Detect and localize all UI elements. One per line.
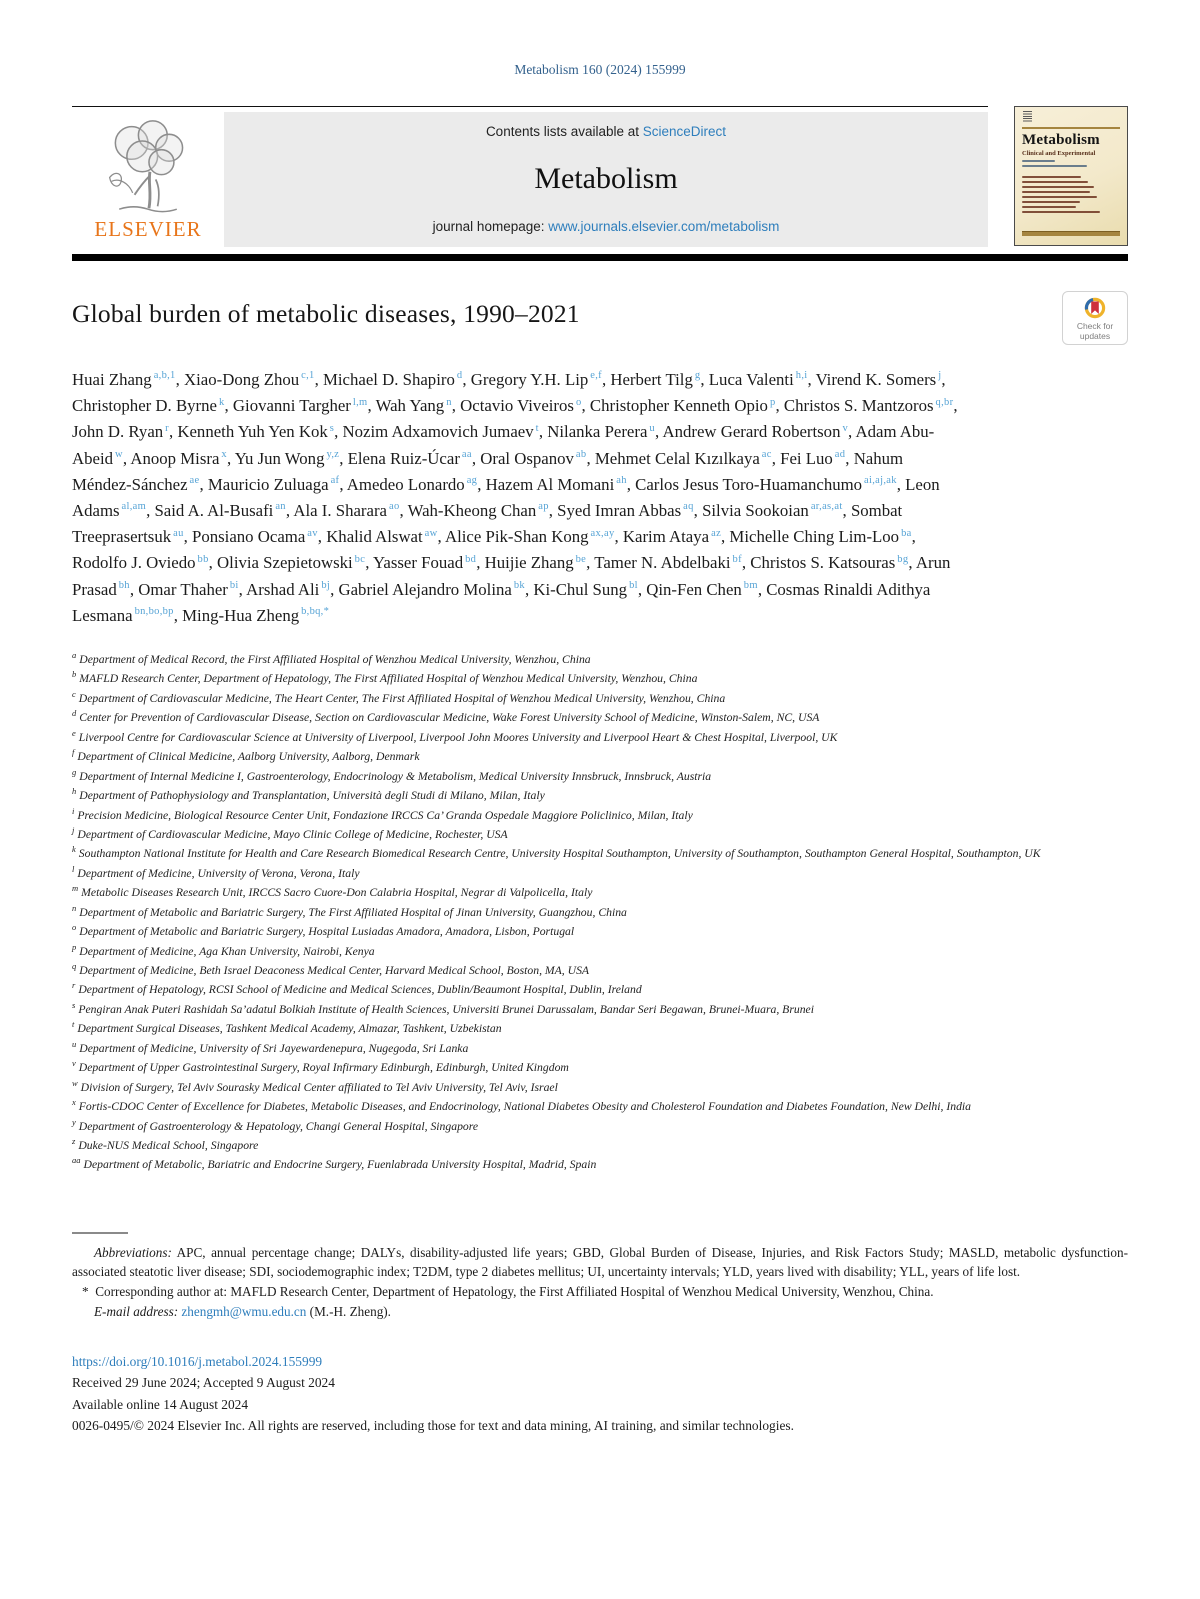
journal-name: Metabolism	[534, 162, 678, 195]
affiliation	[72, 805, 1128, 824]
journal-header	[72, 106, 1128, 247]
author	[376, 396, 461, 415]
author-affiliation-ref: r	[165, 422, 169, 434]
author-affiliation-ref: d	[456, 370, 463, 382]
author-name: Christos S. Mantzoros	[783, 396, 934, 416]
affiliation-text: Department of Medicine, University of Verona, Verona, Italy	[77, 866, 360, 880]
author-affiliation-ref: bd	[465, 553, 477, 565]
author-affiliation-ref: j	[938, 370, 942, 382]
author-affiliation-ref: u	[649, 422, 655, 434]
author	[729, 527, 915, 546]
author	[72, 422, 177, 441]
affiliation-text: Pengiran Anak Puteri Rashidah Sa’adatul Bolkiah Institute of Health Sciences, Universiti Brunei Darussalam, Bandar Seri Begawan, Brunei-Muara, Brunei	[78, 1002, 814, 1016]
affiliation	[72, 921, 1128, 940]
author-name: Adam Abu-Abeid	[72, 422, 935, 468]
affiliation-marker: s	[72, 999, 76, 1010]
author-name: Luca Valenti	[708, 370, 794, 389]
crossmark-icon	[1083, 296, 1107, 320]
affiliation	[72, 649, 1128, 668]
affiliation-text: Duke-NUS Medical School, Singapore	[78, 1138, 259, 1152]
affiliation	[72, 902, 1128, 921]
author-list	[72, 367, 960, 629]
author	[182, 606, 329, 625]
author-name: Kenneth Yuh Yen Kok	[177, 422, 328, 442]
affiliation	[72, 785, 1128, 804]
author	[750, 553, 916, 572]
author-name: Christopher D. Byrne	[72, 396, 217, 416]
cover-editor-line	[1022, 165, 1087, 168]
email-link[interactable]: zhengmh@wmu.edu.cn	[181, 1304, 307, 1320]
author-name: Virend K. Somers	[815, 370, 937, 389]
affiliation-marker: aa	[72, 1155, 81, 1166]
affiliation-text: Department of Medicine, University of Sri Jayewardenepura, Nugegoda, Sri Lanka	[79, 1041, 469, 1055]
affiliation-marker: j	[72, 824, 75, 835]
author-affiliation-ref: ar,as,at	[810, 501, 843, 513]
available-online: Available online 14 August 2024	[72, 1396, 249, 1412]
author-affiliation-ref: c,1	[301, 370, 315, 382]
author-affiliation-ref: k	[218, 396, 225, 408]
author	[590, 396, 784, 415]
copyright-line: 0026-0495/© 2024 Elsevier Inc. All rights are reserved, including those for text and data mining, AI training, and similar technologies.	[72, 1417, 794, 1433]
author-name: Omar Thaher	[138, 579, 228, 599]
affiliation-text: Department of Hepatology, RCSI School of Medicine and Medical Sciences, Dublin/Beaumont Hospital, Dublin, Ireland	[78, 983, 642, 997]
affiliation-marker: d	[72, 708, 77, 719]
affiliation-marker: e	[72, 727, 76, 738]
footnote-rule	[72, 1232, 128, 1234]
corresponding-author-note	[72, 1282, 1128, 1301]
author-name: Qin-Fen Chen	[646, 579, 742, 599]
journal-cover-thumbnail	[1014, 106, 1128, 246]
author-name: Ala I. Sharara	[293, 501, 387, 521]
affiliation-text: Department of Metabolic, Bariatric and Endocrine Surgery, Fuenlabrada University Hospital, Madrid, Spain	[83, 1158, 597, 1172]
affiliation-text: Department of Cardiovascular Medicine, The Heart Center, The First Affiliated Hospital of Wenzhou Medical University, Wenzhou, China	[78, 691, 726, 705]
author-affiliation-ref: aq	[683, 501, 694, 513]
affiliation	[72, 843, 1128, 862]
author-name: John D. Ryan	[72, 422, 164, 442]
author	[480, 449, 595, 468]
author	[486, 475, 636, 494]
author-name: Wah-Kheong Chan	[407, 501, 537, 521]
cover-divider	[1022, 127, 1120, 129]
cover-title: Metabolism	[1022, 132, 1100, 148]
author	[445, 527, 623, 546]
elsevier-tree-icon	[100, 114, 196, 218]
author-name: Anoop Misra	[130, 448, 220, 468]
affiliation	[72, 1077, 1128, 1096]
author-name: Rodolfo J. Oviedo	[72, 553, 196, 573]
email-note	[72, 1302, 1128, 1321]
author-name: Christopher Kenneth Opio	[589, 396, 768, 416]
author	[595, 449, 780, 468]
author-affiliation-ref: ax,ay	[590, 527, 615, 539]
author	[816, 370, 946, 389]
author-affiliation-ref: n	[446, 396, 452, 408]
author-affiliation-ref: bc	[354, 553, 366, 565]
affiliation-marker: i	[72, 805, 75, 816]
author-name: Wah Yang	[375, 396, 445, 416]
author-name: Alice Pik-Shan Kong	[444, 527, 589, 547]
affiliation-marker: h	[72, 786, 77, 797]
footnote-block	[72, 1232, 1128, 1322]
author-affiliation-ref: w	[115, 449, 123, 461]
author	[485, 553, 595, 572]
article-title: Global burden of metabolic diseases, 1990–2021	[72, 299, 580, 328]
affiliation	[72, 960, 1128, 979]
author-affiliation-ref: av	[307, 527, 318, 539]
affiliation	[72, 824, 1128, 843]
affiliation-marker: x	[72, 1097, 76, 1108]
email-label: E-mail address:	[94, 1304, 179, 1320]
affiliation-marker: u	[72, 1038, 77, 1049]
affiliation-marker: v	[72, 1058, 76, 1069]
author-affiliation-ref: p	[769, 396, 776, 408]
affiliation-text: Department of Internal Medicine I, Gastroenterology, Endocrinology & Metabolism, Medical University Innsbruck, Innsbruck, Austria	[79, 769, 712, 783]
author	[235, 449, 348, 468]
author-affiliation-ref: ba	[901, 527, 912, 539]
author	[460, 396, 590, 415]
affiliation	[72, 1038, 1128, 1057]
author-affiliation-ref: bf	[732, 553, 742, 565]
corresponding-marker: *	[82, 1284, 89, 1300]
author-name: Cosmas Rinaldi Adithya Lesmana	[72, 579, 931, 625]
author-name: Khalid Alswat	[326, 527, 423, 547]
abbreviations-note	[72, 1243, 1128, 1281]
author-affiliation-ref: af	[330, 475, 340, 487]
author-name: Mauricio Zuluaga	[207, 474, 329, 494]
affiliation-text: Department of Medicine, Aga Khan University, Nairobi, Kenya	[79, 944, 375, 958]
affiliation	[72, 882, 1128, 901]
affiliation	[72, 1135, 1128, 1154]
affiliation	[72, 1154, 1128, 1173]
author	[208, 475, 347, 494]
author-name: Andrew Gerard Robertson	[662, 422, 841, 442]
affiliation-list	[72, 649, 1128, 1174]
affiliation	[72, 1096, 1128, 1115]
received-dates: Received 29 June 2024; Accepted 9 August 2024	[72, 1375, 335, 1391]
author-affiliation-ref: bn,bo,bp	[134, 606, 174, 618]
author-name: Arshad Ali	[246, 579, 320, 599]
author	[177, 422, 342, 441]
author-name: Xiao-Dong Zhou	[184, 370, 300, 389]
author-name: Octavio Viveiros	[460, 396, 574, 416]
affiliation-text: Southampton National Institute for Health and Care Research Biomedical Research Centre, University Hospital Southampton, University of Southampton, Southampton General Hospital, Southampton, UK	[78, 847, 1041, 861]
author	[323, 370, 471, 389]
affiliation-marker: l	[72, 863, 75, 874]
author	[138, 580, 246, 599]
article-footer	[72, 1351, 1128, 1435]
author	[373, 553, 485, 572]
affiliation-text: Department of Metabolic and Bariatric Surgery, Hospital Lusiadas Amadora, Amadora, Lisbon, Portugal	[79, 925, 575, 939]
author	[533, 580, 646, 599]
author	[72, 370, 184, 389]
affiliation-marker: p	[72, 941, 77, 952]
author-affiliation-ref: ac	[761, 449, 772, 461]
check-for-updates-badge[interactable]	[1062, 291, 1128, 345]
affiliation	[72, 1018, 1128, 1037]
affiliation	[72, 979, 1128, 998]
affiliation-marker: b	[72, 669, 77, 680]
affiliation-marker: m	[72, 883, 79, 894]
author-affiliation-ref: bk	[513, 580, 525, 592]
doi-link[interactable]: https://doi.org/10.1016/j.metabol.2024.155999	[72, 1354, 323, 1370]
author	[348, 449, 481, 468]
author	[610, 370, 708, 389]
author-name: Olivia Szepietowski	[217, 553, 353, 573]
author-affiliation-ref: ab	[575, 449, 587, 461]
affiliation	[72, 668, 1128, 687]
author	[326, 527, 445, 546]
affiliation-text: Department of Metabolic and Bariatric Surgery, The First Affiliated Hospital of Jinan University, Guangzhou, China	[79, 905, 627, 919]
author-affiliation-ref: bb	[197, 553, 209, 565]
author-affiliation-ref: y,z	[326, 449, 340, 461]
cover-editor-line	[1022, 160, 1055, 163]
author-name: Nozim Adxamovich Jumaev	[342, 422, 534, 442]
homepage-prefix: journal homepage:	[432, 219, 549, 234]
author-affiliation-ref: ad	[834, 449, 846, 461]
header-rule	[72, 254, 1128, 261]
affiliation	[72, 727, 1128, 746]
affiliation	[72, 688, 1128, 707]
affiliation-marker: o	[72, 922, 77, 933]
author-affiliation-ref: e,f	[590, 370, 602, 382]
affiliation-text: Department of Cardiovascular Medicine, Mayo Clinic College of Medicine, Rochester, USA	[77, 827, 508, 841]
author	[471, 370, 611, 389]
affiliation	[72, 863, 1128, 882]
affiliation-text: Fortis-CDOC Center of Excellence for Diabetes, Metabolic Diseases, and Endocrinology, National Diabetes Obesity and Cholesterol Foundation and Diabetes Foundation, New Delhi, India	[78, 1099, 972, 1113]
author-affiliation-ref: x	[221, 449, 227, 461]
author-affiliation-ref: ap	[538, 501, 549, 513]
affiliation-marker: q	[72, 961, 77, 972]
author-affiliation-ref: b,bq,*	[301, 606, 330, 618]
affiliation-text: Department of Gastroenterology & Hepatology, Changi General Hospital, Singapore	[78, 1119, 479, 1133]
author	[293, 501, 407, 520]
author	[233, 396, 376, 415]
journal-masthead-box	[224, 112, 988, 247]
author-affiliation-ref: aa	[461, 449, 472, 461]
author-name: Syed Imran Abbas	[557, 501, 682, 521]
author-affiliation-ref: o	[575, 396, 582, 408]
author	[557, 501, 702, 520]
author-affiliation-ref: ah	[616, 475, 627, 487]
affiliation-text: Department of Clinical Medicine, Aalborg University, Aalborg, Denmark	[77, 750, 420, 764]
author-name: Ponsiano Ocama	[192, 527, 306, 547]
affiliation-marker: t	[72, 1019, 75, 1030]
author	[192, 527, 326, 546]
check-for-updates-label: Check for updates	[1076, 321, 1114, 342]
author	[784, 396, 958, 415]
affiliation-text: Liverpool Centre for Cardiovascular Science at University of Liverpool, Liverpool John Moores University and Liverpool Heart & Chest Hospital, Liverpool, UK	[78, 730, 838, 744]
author	[184, 370, 323, 389]
author-name: Silvia Sookoian	[702, 501, 809, 521]
author-name: Yu Jun Wong	[234, 448, 325, 468]
author-name: Nilanka Perera	[547, 422, 648, 442]
author-name: Karim Ataya	[622, 527, 710, 547]
author-affiliation-ref: ai,aj,ak	[864, 475, 897, 487]
author-affiliation-ref: g	[694, 370, 701, 382]
author-name: Oral Ospanov	[480, 448, 574, 468]
author-name: Michael D. Shapiro	[322, 370, 455, 389]
affiliation-text: Metabolic Diseases Research Unit, IRCCS Sacro Cuore-Don Calabria Hospital, Negrar di Valpolicella, Italy	[81, 886, 593, 900]
author-affiliation-ref: bl	[629, 580, 638, 592]
author-affiliation-ref: s	[329, 422, 335, 434]
author-name: Huijie Zhang	[484, 553, 574, 573]
author-affiliation-ref: l,m	[352, 396, 368, 408]
affiliation-marker: k	[72, 844, 76, 855]
affiliation-text: Department Surgical Diseases, Tashkent Medical Academy, Almazar, Tashkent, Uzbekistan	[77, 1022, 502, 1036]
author-name: Ki-Chul Sung	[533, 579, 628, 599]
author-name: Sombat Treeprasertsuk	[72, 501, 903, 547]
author	[408, 501, 558, 520]
author	[347, 475, 486, 494]
affiliation-text: Department of Pathophysiology and Transplantation, Università degli Studi di Milano, Milan, Italy	[79, 788, 545, 802]
affiliation-marker: r	[72, 980, 76, 991]
author-name: Tamer N. Abdelbaki	[594, 553, 731, 573]
author	[780, 449, 854, 468]
author-name: Giovanni Targher	[232, 396, 351, 416]
author-affiliation-ref: v	[842, 422, 849, 434]
affiliation-marker: c	[72, 688, 76, 699]
author-affiliation-ref: a,b,1	[153, 370, 176, 382]
author-name: Michelle Ching Lim-Loo	[729, 527, 900, 547]
affiliation-text: Division of Surgery, Tel Aviv Sourasky Medical Center affiliated to Tel Aviv University, Tel Aviv, Israel	[80, 1080, 558, 1094]
elsevier-mark-icon	[1023, 111, 1032, 123]
affiliation	[72, 707, 1128, 726]
author-name: Fei Luo	[780, 448, 833, 468]
author	[72, 553, 217, 572]
affiliation-text: Department of Medical Record, the First Affiliated Hospital of Wenzhou Medical University, Wenzhou, China	[79, 652, 591, 666]
elsevier-wordmark: ELSEVIER	[94, 217, 202, 241]
cover-subtitle: Clinical and Experimental	[1022, 150, 1096, 157]
author-affiliation-ref: az	[711, 527, 722, 539]
affiliation-text: Center for Prevention of Cardiovascular Disease, Section on Cardiovascular Medicine, Wake Forest University School of Medicine, Winston-Salem, NC, USA	[79, 711, 820, 725]
affiliation	[72, 746, 1128, 765]
author-name: Gregory Y.H. Lip	[470, 370, 589, 389]
affiliation	[72, 941, 1128, 960]
author	[547, 422, 662, 441]
author-affiliation-ref: t	[535, 422, 539, 434]
elsevier-logo	[72, 112, 224, 247]
author-name: Gabriel Alejandro Molina	[338, 579, 512, 599]
author	[646, 580, 766, 599]
author	[130, 449, 234, 468]
affiliation-marker: z	[72, 1135, 76, 1146]
author-affiliation-ref: bj	[321, 580, 331, 592]
author	[154, 501, 293, 520]
affiliation-text: Department of Medicine, Beth Israel Deaconess Medical Center, Harvard Medical School, Boston, MA, USA	[79, 963, 590, 977]
author-affiliation-ref: bi	[229, 580, 239, 592]
author-name: Herbert Tilg	[610, 370, 693, 389]
homepage-line	[433, 219, 780, 234]
affiliation-text: MAFLD Research Center, Department of Hepatology, The First Affiliated Hospital of Wenzhou Medical University, Wenzhou, China	[79, 672, 698, 686]
author-name: Ming-Hua Zheng	[182, 605, 300, 625]
author-name: Nahum Méndez-Sánchez	[72, 448, 904, 494]
author	[662, 422, 855, 441]
journal-banner	[72, 106, 988, 247]
affiliation-marker: y	[72, 1116, 76, 1127]
affiliation	[72, 1116, 1128, 1135]
author-affiliation-ref: ae	[189, 475, 200, 487]
author-name: Arun Prasad	[72, 553, 951, 599]
affiliation	[72, 766, 1128, 785]
sciencedirect-link[interactable]: ScienceDirect	[642, 124, 727, 139]
author-name: Huai Zhang	[72, 370, 152, 389]
author	[623, 527, 730, 546]
author	[246, 580, 338, 599]
author	[72, 396, 233, 415]
author-name: Amedeo Lonardo	[346, 474, 465, 494]
author-affiliation-ref: bg	[897, 553, 909, 565]
author-name: Said A. Al-Busafi	[154, 501, 274, 521]
contents-line	[486, 124, 726, 139]
author-name: Elena Ruiz-Úcar	[347, 448, 460, 468]
journal-citation: Metabolism 160 (2024) 155999	[514, 62, 686, 77]
affiliation-marker: n	[72, 902, 77, 913]
author-affiliation-ref: ag	[466, 475, 478, 487]
affiliation-marker: a	[72, 650, 77, 661]
abbreviations-text: APC, annual percentage change; DALYs, disability-adjusted life years; GBD, Global Burden of Disease, Injuries, and Risk Factors Study; MASLD, metabolic dysfunction-associated steatotic liver disease; SDI, sociodemographic index; T2DM, type 2 diabetes mellitus; UI, uncertainty intervals; YLD, years lived with disability; YLL, years of life lost.	[72, 1244, 1128, 1279]
affiliation-text: Department of Upper Gastrointestinal Surgery, Royal Infirmary Edinburgh, Edinburgh, United Kingdom	[78, 1061, 569, 1075]
author-name: Hazem Al Momani	[485, 474, 615, 494]
affiliation-marker: f	[72, 747, 75, 758]
affiliation-marker: g	[72, 766, 77, 777]
affiliation-marker: w	[72, 1077, 78, 1088]
cover-bottom-band	[1022, 231, 1120, 236]
author-affiliation-ref: an	[275, 501, 286, 513]
author-name: Mehmet Celal Kızılkaya	[594, 448, 760, 468]
author	[217, 553, 373, 572]
author-affiliation-ref: aw	[424, 527, 438, 539]
cover-topic-list	[1022, 176, 1120, 213]
author-affiliation-ref: ao	[388, 501, 400, 513]
author-name: Leon Adams	[72, 474, 940, 521]
author-name: Christos S. Katsouras	[750, 553, 896, 573]
author-affiliation-ref: bm	[743, 580, 758, 592]
author	[594, 553, 750, 572]
author	[635, 475, 905, 494]
author-name: Carlos Jesus Toro-Huamanchumo	[635, 474, 863, 494]
journal-homepage-link[interactable]: www.journals.elsevier.com/metabolism	[548, 219, 780, 234]
author-affiliation-ref: h,i	[795, 370, 808, 382]
author-affiliation-ref: bh	[118, 580, 130, 592]
author-affiliation-ref: q,br	[935, 396, 954, 408]
affiliation	[72, 999, 1128, 1018]
author-affiliation-ref: au	[173, 527, 184, 539]
author	[343, 422, 548, 441]
contents-prefix: Contents lists available at	[485, 124, 643, 139]
email-suffix: (M.-H. Zheng).	[306, 1304, 391, 1320]
author	[709, 370, 816, 389]
author-name: Yasser Fouad	[372, 553, 464, 573]
author-affiliation-ref: al,am	[121, 501, 147, 513]
author	[702, 501, 851, 520]
abbreviations-label: Abbreviations:	[94, 1244, 172, 1260]
corresponding-text: Corresponding author at: MAFLD Research Center, Department of Hepatology, the First Affiliated Hospital of Wenzhou Medical University, Wenzhou, China.	[95, 1284, 934, 1300]
affiliation-text: Precision Medicine, Biological Resource Center Unit, Fondazione IRCCS Ca’ Granda Ospedale Maggiore Policlinico, Milan, Italy	[77, 808, 693, 822]
author	[338, 580, 533, 599]
author-affiliation-ref: be	[575, 553, 587, 565]
affiliation	[72, 1057, 1128, 1076]
